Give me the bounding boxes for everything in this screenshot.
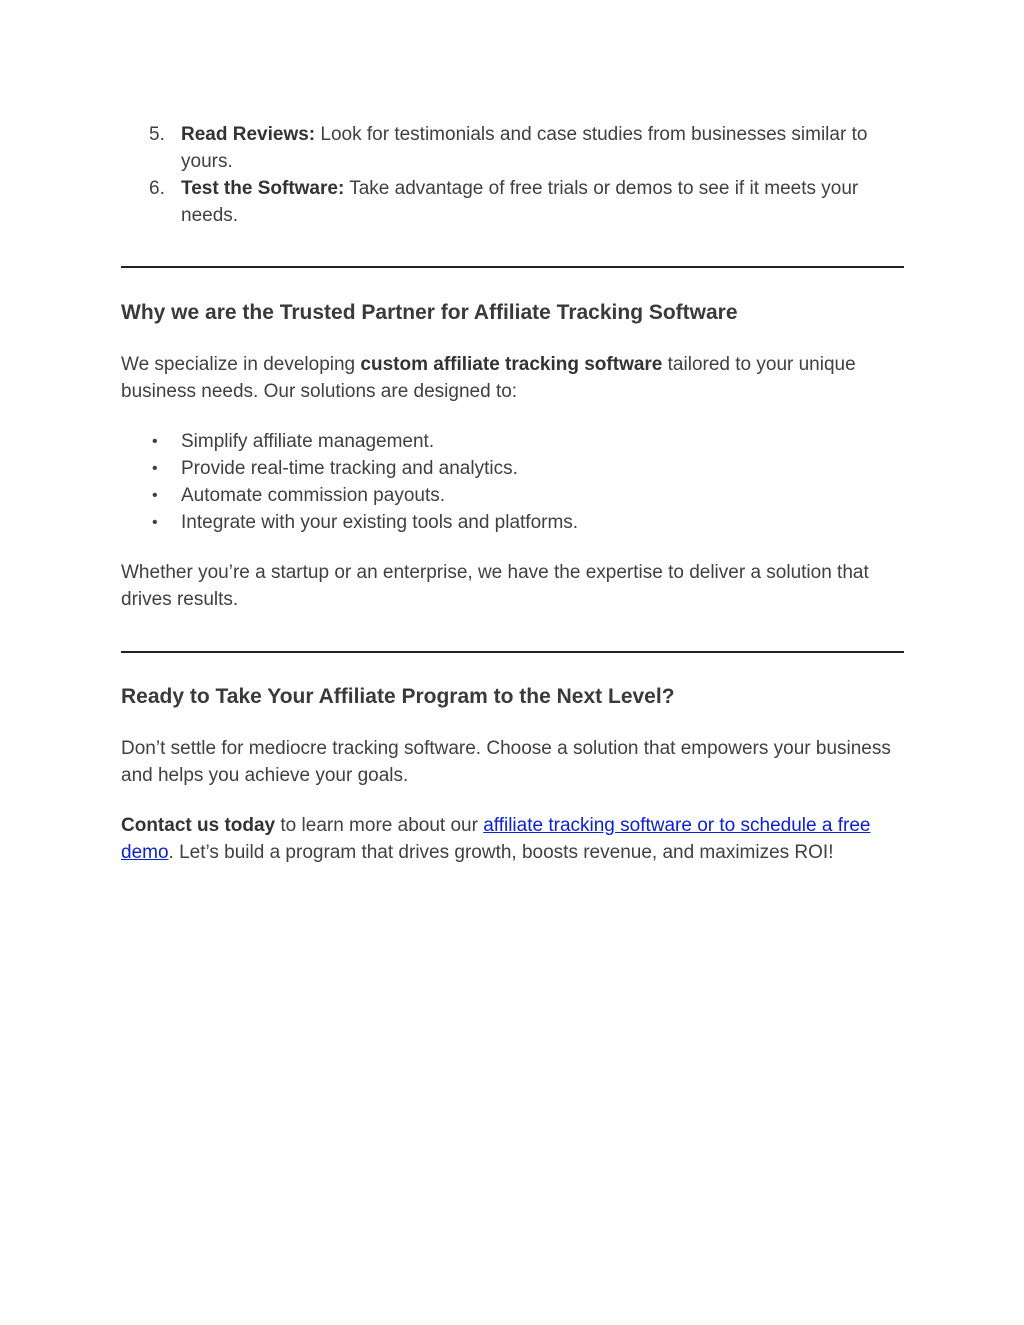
horizontal-divider <box>121 266 904 268</box>
list-item <box>121 509 911 536</box>
numbered-list <box>121 121 911 229</box>
bullet-icon: • <box>152 514 158 531</box>
bullet-icon: • <box>152 433 158 450</box>
list-item-text: Simplify affiliate management. <box>181 431 435 452</box>
list-item <box>121 482 911 509</box>
list-item-text: Integrate with your existing tools and platforms. <box>181 512 579 533</box>
bullet-icon: • <box>152 460 158 477</box>
list-item-text: Take advantage of free trials or demos to see if it meets your needs. <box>181 178 859 226</box>
closing-paragraph: Whether you’re a startup or an enterprise, we have the expertise to deliver a solution that drives results. <box>121 562 869 610</box>
section-heading-trusted-partner: Why we are the Trusted Partner for Affiliate Tracking Software <box>121 301 738 324</box>
list-item-title: Test the Software: <box>181 178 345 199</box>
intro-bold-text: custom affiliate tracking software <box>360 354 663 375</box>
bullet-icon: • <box>152 487 158 504</box>
list-item-read-reviews <box>121 121 911 175</box>
list-item-text: Look for testimonials and case studies from businesses similar to yours. <box>181 124 868 172</box>
benefits-list <box>121 428 911 536</box>
horizontal-divider <box>121 651 904 653</box>
intro-paragraph <box>121 351 911 405</box>
list-item <box>121 455 911 482</box>
section-heading-next-level: Ready to Take Your Affiliate Program to the Next Level? <box>121 685 675 708</box>
list-item <box>121 428 911 455</box>
cta-text: to learn more about our <box>275 815 484 836</box>
list-item-test-software <box>121 175 911 229</box>
schedule-demo-link[interactable]: affiliate tracking software or to schedule a free demo <box>121 815 871 863</box>
body-paragraph: Don’t settle for mediocre tracking software. Choose a solution that empowers your business and helps you achieve your goals. <box>121 738 891 786</box>
list-item-text: Provide real-time tracking and analytics. <box>181 458 518 479</box>
list-item-text: Automate commission payouts. <box>181 485 446 506</box>
list-number: 6. <box>149 178 165 199</box>
cta-bold-text: Contact us today <box>121 815 276 836</box>
list-number: 5. <box>149 124 165 145</box>
cta-text-after: . Let’s build a program that drives growth, boosts revenue, and maximizes ROI! <box>168 842 834 863</box>
intro-text-after: tailored to your unique business needs. Our solutions are designed to: <box>121 354 856 402</box>
intro-text-before: We specialize in developing <box>121 354 361 375</box>
list-item-title: Read Reviews: <box>181 124 316 145</box>
call-to-action-paragraph <box>121 812 911 866</box>
